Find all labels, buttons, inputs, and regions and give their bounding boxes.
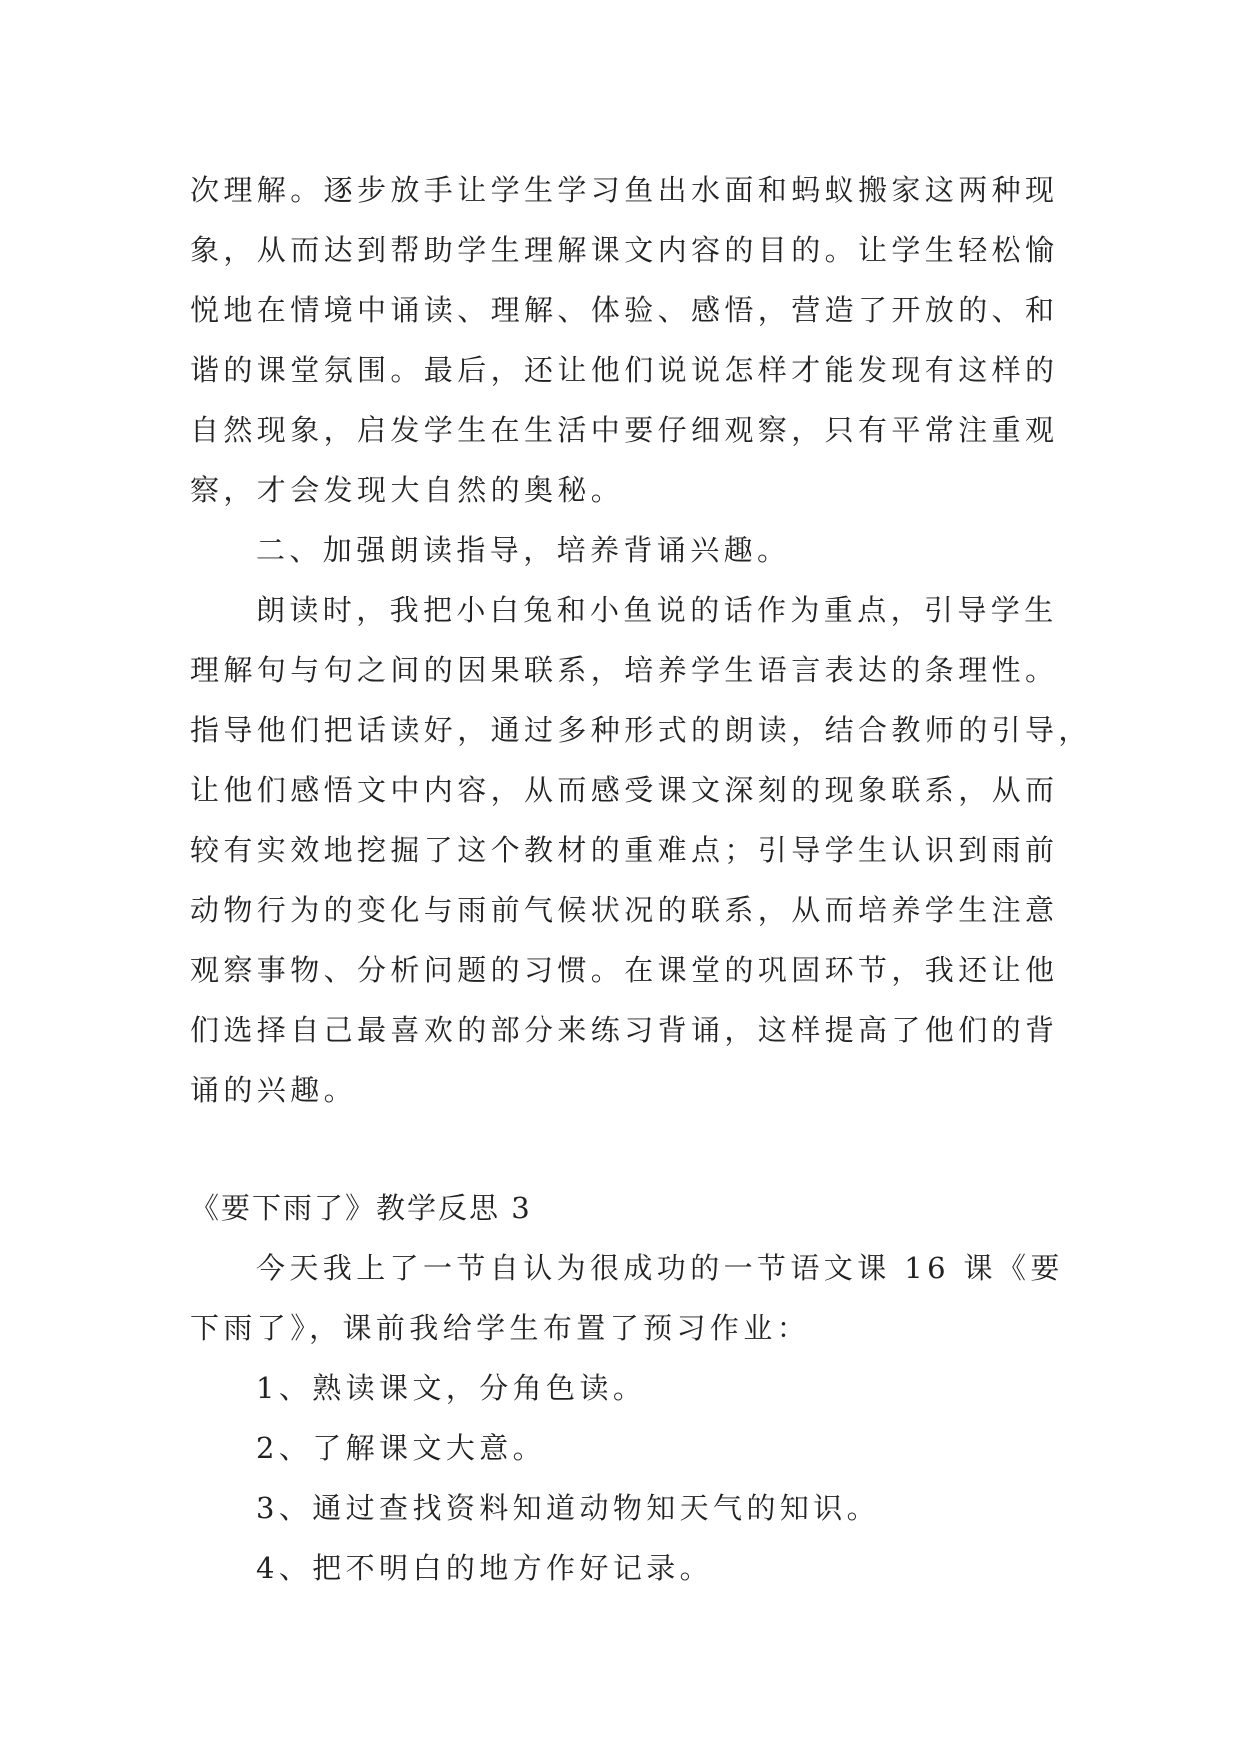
list-item: 1、熟读课文，分角色读。 bbox=[256, 1371, 647, 1405]
paragraph-line: 朗读时，我把小白兔和小鱼说的话作为重点，引导学生 bbox=[256, 593, 1058, 627]
paragraph-line: 次理解。逐步放手让学生学习鱼出水面和蚂蚁搬家这两种现 bbox=[190, 173, 1059, 207]
paragraph-line: 观察事物、分析问题的习惯。在课堂的巩固环节，我还让他 bbox=[190, 953, 1059, 987]
list-item: 2、了解课文大意。 bbox=[256, 1431, 547, 1465]
list-item: 3、通过查找资料知道动物知天气的知识。 bbox=[256, 1491, 881, 1525]
paragraph-line: 较有实效地挖掘了这个教材的重难点；引导学生认识到雨前 bbox=[190, 833, 1059, 867]
paragraph-line: 谐的课堂氛围。最后，还让他们说说怎样才能发现有这样的 bbox=[190, 353, 1059, 387]
paragraph-line: 让他们感悟文中内容，从而感受课文深刻的现象联系，从而 bbox=[190, 773, 1059, 807]
paragraph-line: 动物行为的变化与雨前气候状况的联系，从而培养学生注意 bbox=[190, 893, 1059, 927]
document-body bbox=[190, 160, 1092, 1598]
paragraph-line: 悦地在情境中诵读、理解、体验、感悟，营造了开放的、和 bbox=[190, 293, 1059, 327]
document-title: 《要下雨了》教学反思 3 bbox=[190, 1191, 532, 1225]
paragraph-line: 们选择自己最喜欢的部分来练习背诵，这样提高了他们的背 bbox=[190, 1013, 1059, 1047]
paragraph-line: 下雨了》，课前我给学生布置了预习作业： bbox=[190, 1311, 811, 1345]
paragraph-line: 察，才会发现大自然的奥秘。 bbox=[190, 473, 625, 507]
section-spacer bbox=[190, 1120, 1070, 1178]
paragraph-line: 诵的兴趣。 bbox=[190, 1073, 358, 1107]
paragraph-line: 象，从而达到帮助学生理解课文内容的目的。让学生轻松愉 bbox=[190, 233, 1059, 267]
list-item: 4、把不明白的地方作好记录。 bbox=[256, 1551, 714, 1585]
paragraph-line: 指导他们把话读好，通过多种形式的朗读，结合教师的引导， bbox=[190, 713, 1092, 747]
section-heading: 二、加强朗读指导，培养背诵兴趣。 bbox=[256, 533, 791, 567]
paragraph-line: 理解句与句之间的因果联系，培养学生语言表达的条理性。 bbox=[190, 653, 1059, 687]
paragraph-line: 今天我上了一节自认为很成功的一节语文课 16 课《要 bbox=[256, 1251, 1064, 1285]
paragraph-line: 自然现象，启发学生在生活中要仔细观察，只有平常注重观 bbox=[190, 413, 1059, 447]
